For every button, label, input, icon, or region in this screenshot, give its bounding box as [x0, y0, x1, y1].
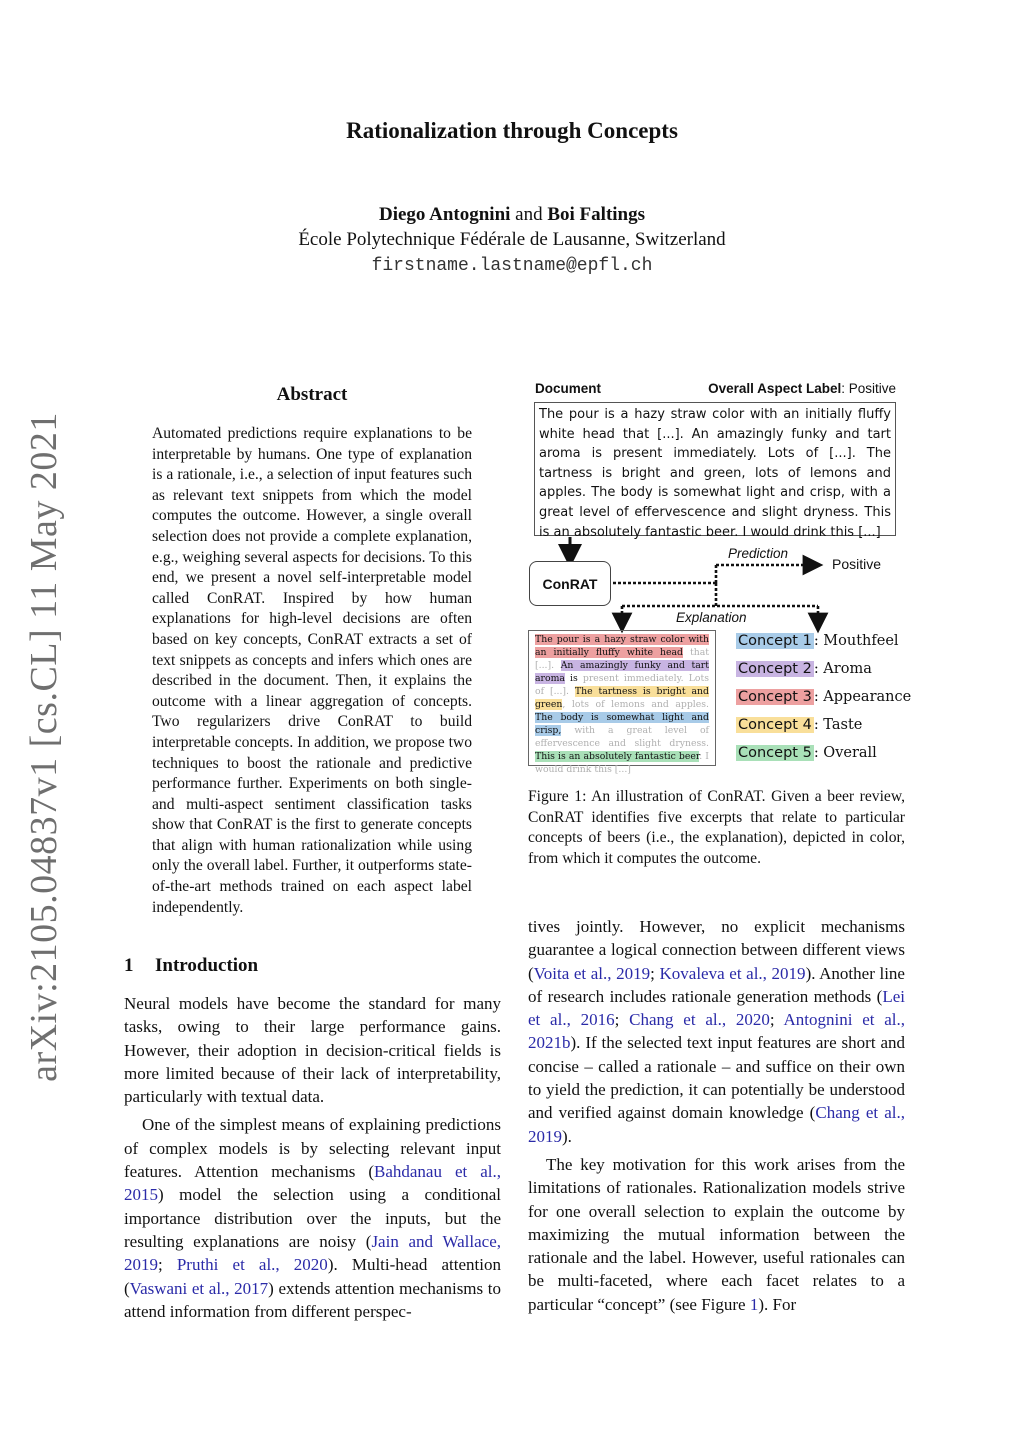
- right-column-body: [528, 915, 905, 1316]
- faded-text: with a great level of effervescence and slight dryness.: [535, 725, 709, 749]
- overall-label-key: Overall Aspect Label: [708, 381, 842, 396]
- text-run: ). Another line of research includes rationale generation methods (: [528, 963, 905, 1006]
- text-run: ;: [158, 1255, 177, 1275]
- concept-legend-item: [736, 689, 911, 705]
- concept-name: : Mouthfeel: [813, 633, 899, 649]
- concept-name: : Overall: [813, 745, 877, 761]
- paper-title: Rationalization through Concepts: [346, 118, 678, 143]
- concept-tag: Concept 4: [738, 717, 812, 733]
- citation-link[interactable]: Antognini et al., 2021b: [528, 1010, 906, 1053]
- concept-legend-item: [736, 717, 862, 733]
- concept-name: : Aroma: [813, 661, 872, 677]
- paragraph: [124, 1113, 501, 1323]
- text-run: The key motivation for this work arises from the limitations of rationales. Rationalization models strive for one overall selection to explain the outcome by maximizing the mutual information between the rationale and the label. However, useful rationales can be multi-faceted, where each facet relates to a particular “concept” (see Figure: [528, 1154, 905, 1314]
- author-name: Boi Faltings: [547, 204, 646, 225]
- paragraph: [528, 1153, 905, 1316]
- plain-text: is: [564, 673, 578, 684]
- text-run: ). Multi-head attention (: [124, 1255, 501, 1298]
- text-run: One of the simplest means of explaining predictions of complex models is by selecting relevant input features. Attention mechanisms (: [124, 1115, 501, 1182]
- document-label: Document: [535, 381, 602, 396]
- section-title: Introduction: [155, 955, 259, 976]
- concept-excerpt-aroma: An amazingly funky and tart aroma: [535, 660, 709, 684]
- left-column-body: [124, 992, 501, 1323]
- text-run: ) extends attention mechanisms to attend information from different perspec-: [124, 1278, 501, 1321]
- concept-excerpt-appearance: The pour is a hazy straw color with an initially fluffy white head: [535, 634, 709, 658]
- citation-link[interactable]: Pruthi et al., 2020: [176, 1255, 328, 1275]
- citation-link[interactable]: Chang et al., 2019: [528, 1103, 905, 1146]
- concept-tag: Concept 3: [738, 689, 812, 705]
- text-run: ;: [614, 1010, 630, 1030]
- text-run: ).: [562, 1126, 572, 1146]
- figure-reference-link[interactable]: 1: [749, 1294, 759, 1314]
- author-name: Diego Antognini: [378, 204, 511, 225]
- paragraph: [528, 915, 905, 1148]
- concept-tag: Concept 5: [738, 745, 812, 761]
- concept-excerpt-mouthfeel: The body is somewhat light and crisp,: [535, 712, 709, 736]
- abstract-text: Automated predictions require explanations to be interpretable by humans. One type of explanation is a rationale, i.e., a selection of input features such as relevant text snippets from which the model computes the outcome. However, a single overall selection does not provide a complete explanation, e.g., weighing several aspects for decisions. To this end, we present a novel self-interpretable model called ConRAT. Inspired by how human explanations for high-level decisions are often based on key concepts, ConRAT extracts a set of text snippets as concepts and infers which ones are described in the document. Then, it explains the outcome with a linear aggregation of concepts. Two regularizers drive ConRAT to build interpretable concepts. In addition, we propose two techniques to boost the rationale and predictive performance further. Experiments on both single- and multi-aspect sentiment classification tasks show that ConRAT is the first to generate concepts that align with human rationalization while using only the overall label. Further, it outperforms state-of-the-art methods trained on each aspect label independently.: [152, 425, 472, 916]
- concept-legend-item: [736, 745, 877, 761]
- citation-link[interactable]: Vaswani et al., 2017: [129, 1278, 269, 1298]
- citation-link[interactable]: Bahdanau et al., 2015: [124, 1162, 501, 1205]
- citation-link[interactable]: Chang et al., 2020: [629, 1010, 770, 1030]
- figure-caption: Figure 1: An illustration of ConRAT. Given a beer review, ConRAT identifies five excerpts that relate to particular concepts of beers (i.e., the explanation), depicted in color, from which it computes the outcome.: [528, 788, 905, 867]
- section-heading: [124, 955, 258, 977]
- citation-link[interactable]: Kovaleva et al., 2019: [659, 963, 806, 983]
- text-run: ;: [650, 963, 660, 983]
- explanation-label: Explanation: [676, 610, 747, 625]
- text-run: ;: [769, 1010, 784, 1030]
- text-run: ) model the selection using a conditional importance distribution over the inputs, but the resulting explanations are noisy (: [124, 1185, 501, 1251]
- text-run: ). If the selected text input features are short and concise – called a rationale – and suffice on their own to yield the prediction, it can potentially be understood and verified against domain knowledge (: [528, 1033, 905, 1123]
- concept-excerpt-overall: This is an absolutely fantastic beer: [535, 751, 700, 762]
- faded-text: present immediately. Lots of [...].: [535, 673, 710, 697]
- arxiv-identifier: arXiv:2105.04837v1 [cs.CL] 11 May 2021: [23, 412, 65, 1082]
- concept-name: : Taste: [813, 717, 863, 733]
- section-number: 1: [124, 955, 134, 976]
- explanation-box: [528, 630, 716, 775]
- figure-conrat-illustration: [528, 380, 912, 780]
- concept-tag: Concept 1: [738, 633, 812, 649]
- faded-text: , lots of lemons and apples.: [562, 699, 709, 710]
- affiliation: École Polytechnique Fédérale de Lausanne, Switzerland: [298, 229, 726, 250]
- document-box: The pour is a hazy straw color with an initially fluffy white head that [...]. An amazingly funky and tart aroma is present immediately. Lots of [...]. The tartness is bright and green, lots of lemons and apples. The body is somewhat light and crisp, with a great level of effervescence and slight dryness. This is an absolutely fantastic beer. I would drink this [...]: [534, 402, 896, 536]
- concept-legend-item: [736, 661, 872, 677]
- prediction-label: Prediction: [728, 546, 789, 561]
- text-run: tives jointly. However, no explicit mechanisms guarantee a logical connection between different views (: [528, 917, 905, 983]
- abstract-heading: Abstract: [276, 384, 348, 405]
- concept-legend-item: [736, 633, 899, 649]
- faded-text: . I would drink this [...]: [535, 751, 709, 775]
- concept-tag: Concept 2: [738, 661, 812, 677]
- citation-link[interactable]: Voita et al., 2019: [533, 963, 651, 983]
- faded-text: that [...].: [535, 647, 709, 671]
- text-run: ). For: [758, 1294, 797, 1314]
- citation-link[interactable]: Jain and Wallace, 2019: [124, 1231, 502, 1275]
- concept-excerpt-taste: The tartness is bright and green: [535, 686, 709, 710]
- overall-label-value: : Positive: [841, 381, 896, 396]
- prediction-value: Positive: [832, 556, 882, 572]
- paragraph: Neural models have become the standard for many tasks, owing to their large performance gains. However, their adoption in decision-critical fields is more limited because of their lack of interpretability, particularly with textual data.: [124, 994, 501, 1107]
- concept-name: : Appearance: [813, 689, 912, 705]
- author-email: firstname.lastname@epfl.ch: [371, 256, 653, 276]
- conrat-model-box: ConRAT: [529, 561, 611, 606]
- author-line: [0, 204, 1024, 226]
- author-conjunction: and: [515, 204, 543, 225]
- citation-link[interactable]: Lei et al., 2016: [528, 986, 905, 1030]
